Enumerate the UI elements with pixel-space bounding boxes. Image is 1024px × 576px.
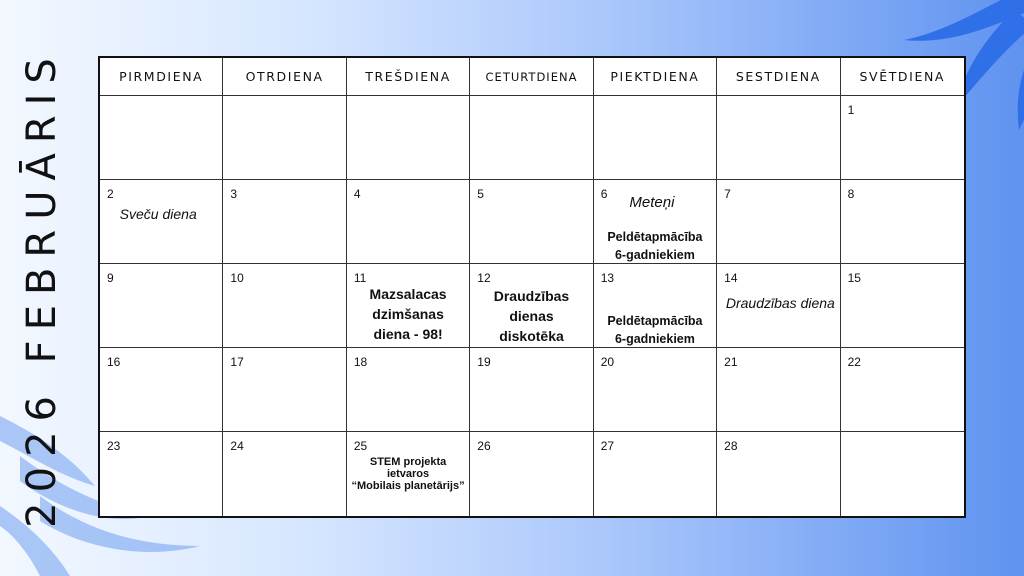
day-number: 1 xyxy=(847,103,855,117)
day-number: 20 xyxy=(600,355,615,369)
day-number: 16 xyxy=(107,355,121,369)
event-draudzibas-diskoteka xyxy=(470,286,592,346)
day-cell-empty xyxy=(717,96,840,180)
day-number: 3 xyxy=(230,187,238,201)
weekday-header: CETURTDIENA xyxy=(470,58,593,96)
day-cell xyxy=(347,348,470,432)
event-line: 6-gadniekiem xyxy=(614,332,695,346)
event-line: dienas xyxy=(509,308,554,324)
weekday-header: SVĒTDIENA xyxy=(841,58,964,96)
event-line: Mazsalacas xyxy=(369,286,447,302)
event-mazsalacas-dzimsanas-diena xyxy=(347,284,469,344)
event-sveces-diena: Sveču diena xyxy=(119,206,197,222)
day-number: 25 xyxy=(353,439,368,453)
day-cell xyxy=(717,432,840,516)
day-cell xyxy=(223,180,346,264)
day-cell xyxy=(100,348,223,432)
day-cell xyxy=(841,348,964,432)
day-number: 27 xyxy=(600,439,615,453)
day-cell xyxy=(594,432,717,516)
day-cell xyxy=(100,264,223,348)
event-line: dzimšanas xyxy=(372,306,444,322)
day-number: 9 xyxy=(107,271,114,285)
event-peldetapmaciba xyxy=(594,312,716,348)
day-cell xyxy=(347,264,470,348)
day-cell xyxy=(717,264,840,348)
day-number: 8 xyxy=(847,187,855,201)
day-cell-empty xyxy=(223,96,346,180)
day-number: 13 xyxy=(600,271,615,285)
event-line: Draudzības xyxy=(493,288,570,304)
event-line: Peldētapmācība xyxy=(607,314,703,328)
event-meteni: Meteņi xyxy=(629,194,675,211)
day-number: 22 xyxy=(847,355,861,369)
day-cell xyxy=(223,432,346,516)
event-line: ietvaros xyxy=(386,468,430,480)
day-number: 18 xyxy=(353,355,368,369)
weekday-header: OTRDIENA xyxy=(223,58,346,96)
day-number: 19 xyxy=(477,355,491,369)
day-cell-empty xyxy=(100,96,223,180)
day-cell-empty xyxy=(594,96,717,180)
day-number: 21 xyxy=(724,355,738,369)
day-number: 5 xyxy=(477,187,484,201)
event-peldetapmaciba xyxy=(594,228,716,264)
weekday-header: PIEKTDIENA xyxy=(594,58,717,96)
day-cell xyxy=(594,180,717,264)
weekday-header: SESTDIENA xyxy=(717,58,840,96)
page-title: 2026 FEBRUĀRIS xyxy=(19,48,65,528)
day-cell-empty xyxy=(841,432,964,516)
day-number: 14 xyxy=(724,271,738,285)
day-number: 15 xyxy=(847,271,861,285)
day-number: 24 xyxy=(230,439,244,453)
calendar-grid xyxy=(98,56,966,518)
day-cell xyxy=(470,348,593,432)
day-cell xyxy=(841,264,964,348)
day-cell xyxy=(594,264,717,348)
event-line: “Mobilais planetārijs” xyxy=(351,480,465,492)
day-number: 10 xyxy=(230,271,244,285)
day-cell xyxy=(841,180,964,264)
day-number: 2 xyxy=(107,187,114,201)
day-cell xyxy=(223,348,346,432)
day-number: 12 xyxy=(477,271,491,285)
event-stem-planetarijs xyxy=(347,456,469,492)
day-number: 7 xyxy=(724,187,731,201)
day-cell xyxy=(223,264,346,348)
day-cell xyxy=(717,348,840,432)
day-cell-empty xyxy=(347,96,470,180)
day-cell-empty xyxy=(470,96,593,180)
day-cell xyxy=(347,180,470,264)
day-number: 23 xyxy=(107,439,121,453)
day-cell xyxy=(470,180,593,264)
weekday-header: TREŠDIENA xyxy=(347,58,470,96)
event-line: STEM projekta xyxy=(369,456,447,468)
event-draudzibas-diena: Draudzības diena xyxy=(725,295,835,311)
event-line: Peldētapmācība xyxy=(607,230,703,244)
day-number: 4 xyxy=(353,187,361,201)
event-line: diskotēka xyxy=(499,328,564,344)
event-line: 6-gadniekiem xyxy=(614,248,695,262)
day-cell xyxy=(841,96,964,180)
day-cell xyxy=(470,432,593,516)
day-number: 17 xyxy=(230,355,244,369)
day-number: 6 xyxy=(600,187,608,201)
day-cell xyxy=(347,432,470,516)
day-cell xyxy=(594,348,717,432)
day-cell xyxy=(100,432,223,516)
day-number: 26 xyxy=(477,439,491,453)
day-cell xyxy=(717,180,840,264)
day-number: 11 xyxy=(353,271,367,285)
event-line: diena - 98! xyxy=(373,326,443,342)
day-number: 28 xyxy=(724,439,738,453)
day-cell xyxy=(100,180,223,264)
weekday-header: PIRMDIENA xyxy=(100,58,223,96)
day-cell xyxy=(470,264,593,348)
